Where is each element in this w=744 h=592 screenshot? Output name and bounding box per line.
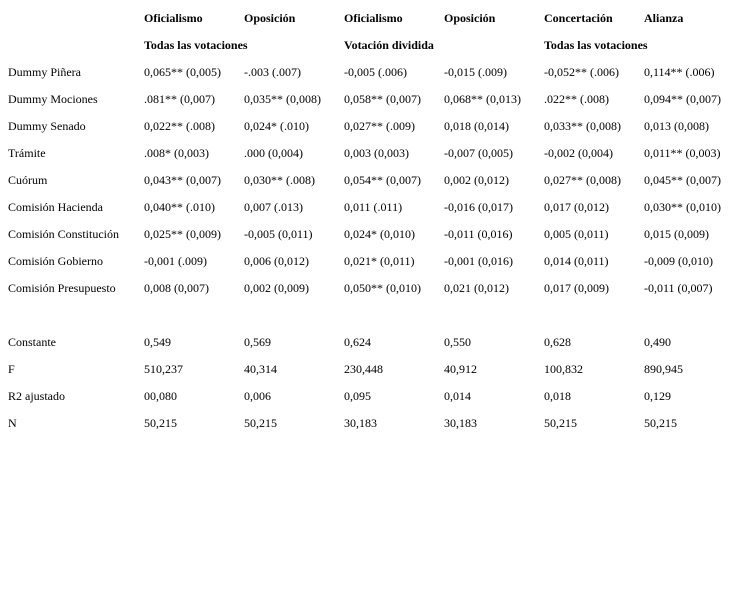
table-cell: 50,215 — [644, 416, 677, 430]
row-label: Comisión Presupuesto — [8, 281, 116, 295]
table-cell: 0,045** (0,007) — [644, 173, 721, 187]
table-cell: 0,025** (0,009) — [144, 227, 221, 241]
table-cell: 0,018 — [544, 389, 571, 403]
table-cell: 0,628 — [544, 335, 571, 349]
stats-row — [0, 332, 744, 352]
table-cell: 0,549 — [144, 335, 171, 349]
table-cell: 0,024* (.010) — [244, 119, 309, 133]
header-group: Todas las votaciones — [144, 38, 248, 52]
table-cell: 0,022** (.008) — [144, 119, 215, 133]
table-cell: 0,095 — [344, 389, 371, 403]
table-cell: -0,052** (.006) — [544, 65, 619, 79]
table-cell: 0,065** (0,005) — [144, 65, 221, 79]
table-cell: -0,015 (.009) — [444, 65, 507, 79]
table-cell: -0,007 (0,005) — [444, 146, 513, 160]
header-group: Votación dividida — [344, 38, 434, 52]
table-row — [0, 197, 744, 217]
table-cell: 0,006 (0,012) — [244, 254, 309, 268]
table-cell: 30,183 — [444, 416, 477, 430]
table-cell: 0,114** (.006) — [644, 65, 715, 79]
table-row — [0, 251, 744, 271]
row-label: Cuórum — [8, 173, 48, 187]
table-cell: 0,014 — [444, 389, 471, 403]
table-cell: 00,080 — [144, 389, 177, 403]
row-label: Dummy Mociones — [8, 92, 98, 106]
row-label: Dummy Senado — [8, 119, 86, 133]
table-cell: 0,027** (.009) — [344, 119, 415, 133]
table-cell: 0,024* (0,010) — [344, 227, 415, 241]
table-cell: 0,002 (0,009) — [244, 281, 309, 295]
table-cell: 0,054** (0,007) — [344, 173, 421, 187]
table-cell: 0,008 (0,007) — [144, 281, 209, 295]
table-cell: 0,030** (.008) — [244, 173, 315, 187]
row-label: Dummy Piñera — [8, 65, 81, 79]
table-cell: .022** (.008) — [544, 92, 609, 106]
table-cell: -0,002 (0,004) — [544, 146, 613, 160]
table-cell: 0,015 (0,009) — [644, 227, 709, 241]
table-cell: 0,030** (0,010) — [644, 200, 721, 214]
table-cell: 0,018 (0,014) — [444, 119, 509, 133]
stats-row — [0, 413, 744, 433]
header-party: Alianza — [644, 11, 684, 25]
table-cell: 0,094** (0,007) — [644, 92, 721, 106]
table-cell: 890,945 — [644, 362, 683, 376]
header-party: Oposición — [444, 11, 496, 25]
table-cell: 40,912 — [444, 362, 477, 376]
table-row — [0, 170, 744, 190]
row-label: Comisión Constitución — [8, 227, 120, 241]
table-cell: -0,016 (0,017) — [444, 200, 513, 214]
table-row — [0, 143, 744, 163]
table-cell: .081** (0,007) — [144, 92, 215, 106]
row-label: F — [8, 362, 15, 376]
table-cell: 0,021 (0,012) — [444, 281, 509, 295]
table-cell: 30,183 — [344, 416, 377, 430]
row-label: Comisión Hacienda — [8, 200, 103, 214]
table-cell: -0,009 (0,010) — [644, 254, 713, 268]
table-cell: 0,040** (.010) — [144, 200, 215, 214]
table-cell: 0,007 (.013) — [244, 200, 303, 214]
row-label: Trámite — [8, 146, 46, 160]
table-cell: -0,001 (0,016) — [444, 254, 513, 268]
stats-row — [0, 386, 744, 406]
table-cell: 0,014 (0,011) — [544, 254, 609, 268]
table-cell: 0,050** (0,010) — [344, 281, 421, 295]
table-cell: -0,001 (.009) — [144, 254, 207, 268]
header-party: Oficialismo — [344, 11, 403, 25]
table-cell: 40,314 — [244, 362, 277, 376]
row-label: Comisión Gobierno — [8, 254, 103, 268]
table-cell: 0,005 (0,011) — [544, 227, 609, 241]
table-cell: 0,035** (0,008) — [244, 92, 321, 106]
table-cell: 0,013 (0,008) — [644, 119, 709, 133]
table-cell: 0,002 (0,012) — [444, 173, 509, 187]
table-row — [0, 116, 744, 136]
header-party-row — [0, 8, 744, 28]
header-party: Oposición — [244, 11, 296, 25]
table-row — [0, 62, 744, 82]
table-cell: 0,011** (0,003) — [644, 146, 721, 160]
table-cell: 0,068** (0,013) — [444, 92, 521, 106]
table-cell: -0,005 (.006) — [344, 65, 407, 79]
table-cell: 0,006 — [244, 389, 271, 403]
table-cell: -0,011 (0,007) — [644, 281, 713, 295]
header-party: Oficialismo — [144, 11, 203, 25]
table-cell: 0,017 (0,012) — [544, 200, 609, 214]
table-cell: 0,058** (0,007) — [344, 92, 421, 106]
table-cell: 230,448 — [344, 362, 383, 376]
header-group-row — [0, 35, 744, 55]
table-cell: 0,129 — [644, 389, 671, 403]
table-cell: 0,624 — [344, 335, 371, 349]
stats-row — [0, 359, 744, 379]
table-cell: 0,003 (0,003) — [344, 146, 409, 160]
table-cell: 0,043** (0,007) — [144, 173, 221, 187]
table-cell: 0,027** (0,008) — [544, 173, 621, 187]
row-label: Constante — [8, 335, 56, 349]
table-row — [0, 278, 744, 298]
table-cell: 100,832 — [544, 362, 583, 376]
table-cell: 50,215 — [144, 416, 177, 430]
table-cell: 50,215 — [544, 416, 577, 430]
header-party: Concertación — [544, 11, 613, 25]
table-cell: 0,017 (0,009) — [544, 281, 609, 295]
table-row — [0, 224, 744, 244]
table-cell: -0,011 (0,016) — [444, 227, 513, 241]
header-group: Todas las votaciones — [544, 38, 648, 52]
table-cell: 0,011 (.011) — [344, 200, 403, 214]
table-cell: 0,550 — [444, 335, 471, 349]
row-label: R2 ajustado — [8, 389, 65, 403]
table-row — [0, 89, 744, 109]
table-cell: 0,021* (0,011) — [344, 254, 415, 268]
table-cell: 50,215 — [244, 416, 277, 430]
table-cell: .008* (0,003) — [144, 146, 209, 160]
table-cell: .000 (0,004) — [244, 146, 303, 160]
table-cell: -0,005 (0,011) — [244, 227, 313, 241]
table-cell: 0,569 — [244, 335, 271, 349]
table-cell: 510,237 — [144, 362, 183, 376]
table-cell: 0,033** (0,008) — [544, 119, 621, 133]
table-cell: 0,490 — [644, 335, 671, 349]
table-cell: -.003 (.007) — [244, 65, 301, 79]
row-label: N — [8, 416, 17, 430]
